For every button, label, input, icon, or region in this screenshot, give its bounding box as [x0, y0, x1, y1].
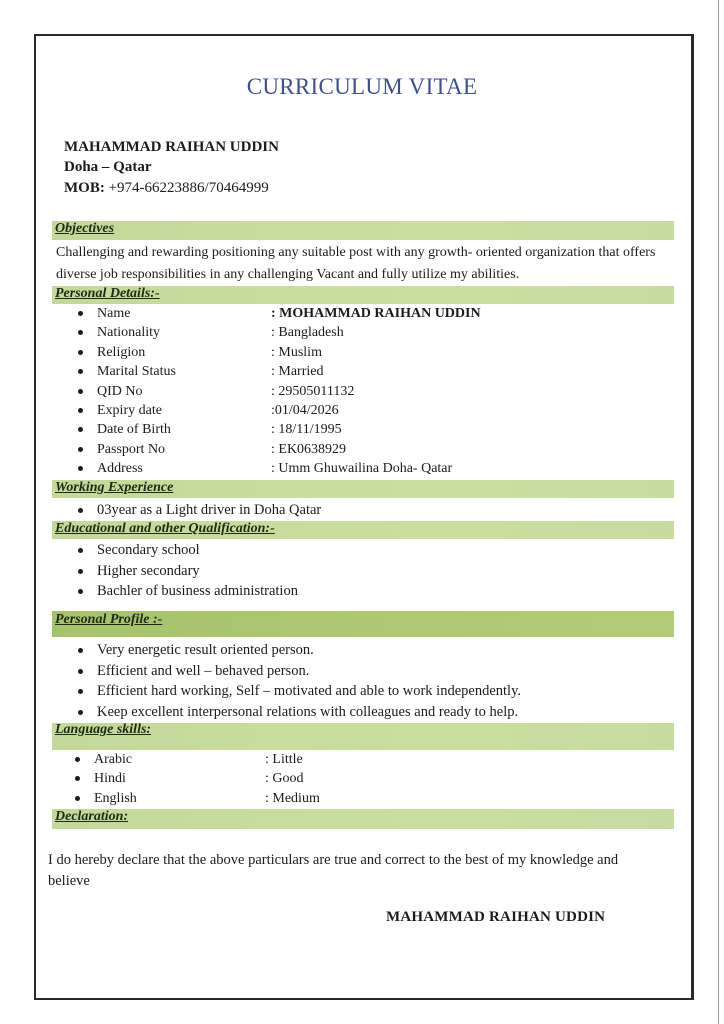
bullet-icon — [78, 350, 83, 355]
bullet-icon — [78, 548, 83, 553]
applicant-name: MAHAMMAD RAIHAN UDDIN — [64, 139, 279, 155]
personal-profile-heading: Personal Profile :- — [55, 612, 163, 627]
list-item — [78, 581, 578, 602]
education-list — [78, 540, 578, 602]
bullet-icon — [78, 508, 83, 513]
list-item — [78, 401, 578, 420]
list-item — [78, 382, 578, 401]
signature-name: MAHAMMAD RAIHAN UDDIN — [386, 909, 606, 925]
item-label: QID No — [97, 383, 143, 399]
personal-details-heading: Personal Details:- — [55, 286, 160, 301]
list-item — [75, 769, 475, 788]
section-working-experience — [52, 480, 674, 498]
applicant-mobile — [64, 180, 269, 197]
education-heading: Educational and other Qualification:- — [55, 521, 275, 536]
bullet-icon — [78, 389, 83, 394]
bullet-icon — [78, 689, 83, 694]
list-item — [78, 323, 578, 342]
bullet-icon — [78, 710, 83, 715]
item-value: : 29505011132 — [271, 383, 355, 399]
item-text: Efficient and well – behaved person. — [97, 662, 310, 679]
item-label: Expiry date — [97, 402, 162, 418]
item-text: Efficient hard working, Self – motivated and able to work independently. — [97, 683, 522, 700]
bullet-icon — [78, 330, 83, 335]
section-personal-details — [52, 286, 674, 304]
item-label: Marital Status — [97, 364, 176, 380]
mobile-value: +974-66223886/70464999 — [108, 180, 269, 196]
item-value: : Good — [265, 771, 304, 787]
list-item — [78, 540, 578, 561]
item-text: Very energetic result oriented person. — [97, 642, 314, 658]
item-value: : Medium — [265, 790, 320, 806]
item-value: : 18/11/1995 — [271, 422, 342, 438]
item-label: Date of Birth — [97, 422, 171, 438]
item-label: Hindi — [94, 771, 126, 787]
item-value: : Bangladesh — [271, 325, 344, 341]
item-label: Name — [97, 306, 131, 321]
item-text: Keep excellent interpersonal relations with colleagues and ready to help. — [97, 704, 519, 721]
list-item — [78, 343, 578, 362]
bullet-icon — [78, 569, 83, 574]
bullet-icon — [78, 669, 83, 674]
item-value: : Married — [271, 364, 324, 380]
item-text: Secondary school — [97, 542, 200, 558]
list-item — [75, 789, 475, 808]
section-personal-profile — [52, 611, 674, 637]
item-text: Bachler of business administration — [97, 583, 298, 600]
objectives-heading: Objectives — [55, 221, 115, 236]
list-item — [78, 459, 578, 478]
item-label: Religion — [97, 344, 146, 360]
list-item — [78, 661, 658, 682]
list-item — [78, 561, 578, 582]
language-skills-heading: Language skills: — [55, 722, 152, 737]
item-text: 03year as a Light driver in Doha Qatar — [97, 502, 322, 518]
list-item — [78, 304, 578, 323]
item-value: : MOHAMMAD RAIHAN UDDIN — [271, 306, 481, 321]
list-item — [78, 500, 578, 521]
item-label: Address — [97, 461, 143, 477]
item-label: English — [94, 790, 137, 806]
item-value: : Little — [265, 752, 303, 767]
working-experience-heading: Working Experience — [55, 480, 174, 495]
bullet-icon — [78, 589, 83, 594]
item-label: Arabic — [94, 752, 133, 767]
applicant-location: Doha – Qatar — [64, 159, 152, 175]
list-item — [78, 420, 578, 439]
item-value: :01/04/2026 — [271, 402, 339, 418]
bullet-icon — [75, 796, 80, 801]
mobile-label: MOB: — [64, 180, 105, 196]
list-item — [75, 750, 475, 769]
declaration-heading: Declaration: — [55, 809, 129, 824]
item-value: : Muslim — [271, 344, 322, 360]
list-item — [78, 440, 578, 459]
bullet-icon — [78, 408, 83, 413]
list-item — [78, 362, 578, 381]
list-item — [78, 640, 658, 661]
language-skills-list — [75, 750, 475, 808]
bullet-icon — [78, 447, 83, 452]
bullet-icon — [75, 776, 80, 781]
bullet-icon — [78, 369, 83, 374]
declaration-text: I do hereby declare that the above particulars are true and correct to the best of my knowledge and believe — [48, 852, 619, 889]
item-text: Higher secondary — [97, 562, 200, 579]
bullet-icon — [75, 757, 80, 762]
section-declaration — [52, 809, 674, 829]
section-language-skills — [52, 723, 674, 750]
bullet-icon — [78, 466, 83, 471]
bullet-icon — [78, 648, 83, 653]
item-value: : EK0638929 — [271, 441, 347, 457]
bullet-icon — [78, 427, 83, 432]
objectives-text: Challenging and rewarding positioning any suitable post with any growth- oriented organization that offers diverse job responsibilities in any challenging Vacant and fully utilize my abilities. — [56, 245, 656, 282]
page-edge-line — [718, 0, 719, 1024]
list-item — [78, 681, 658, 702]
document-title: CURRICULUM VITAE — [246, 74, 478, 99]
item-label: Passport No — [97, 441, 166, 457]
item-label: Nationality — [97, 325, 160, 341]
section-objectives — [52, 221, 674, 240]
working-experience-list — [78, 500, 578, 521]
personal-profile-list — [78, 640, 658, 723]
section-education — [52, 521, 674, 539]
personal-details-list — [78, 304, 578, 479]
list-item — [78, 702, 658, 723]
bullet-icon — [78, 311, 83, 316]
item-value: : Umm Ghuwailina Doha- Qatar — [271, 461, 453, 477]
